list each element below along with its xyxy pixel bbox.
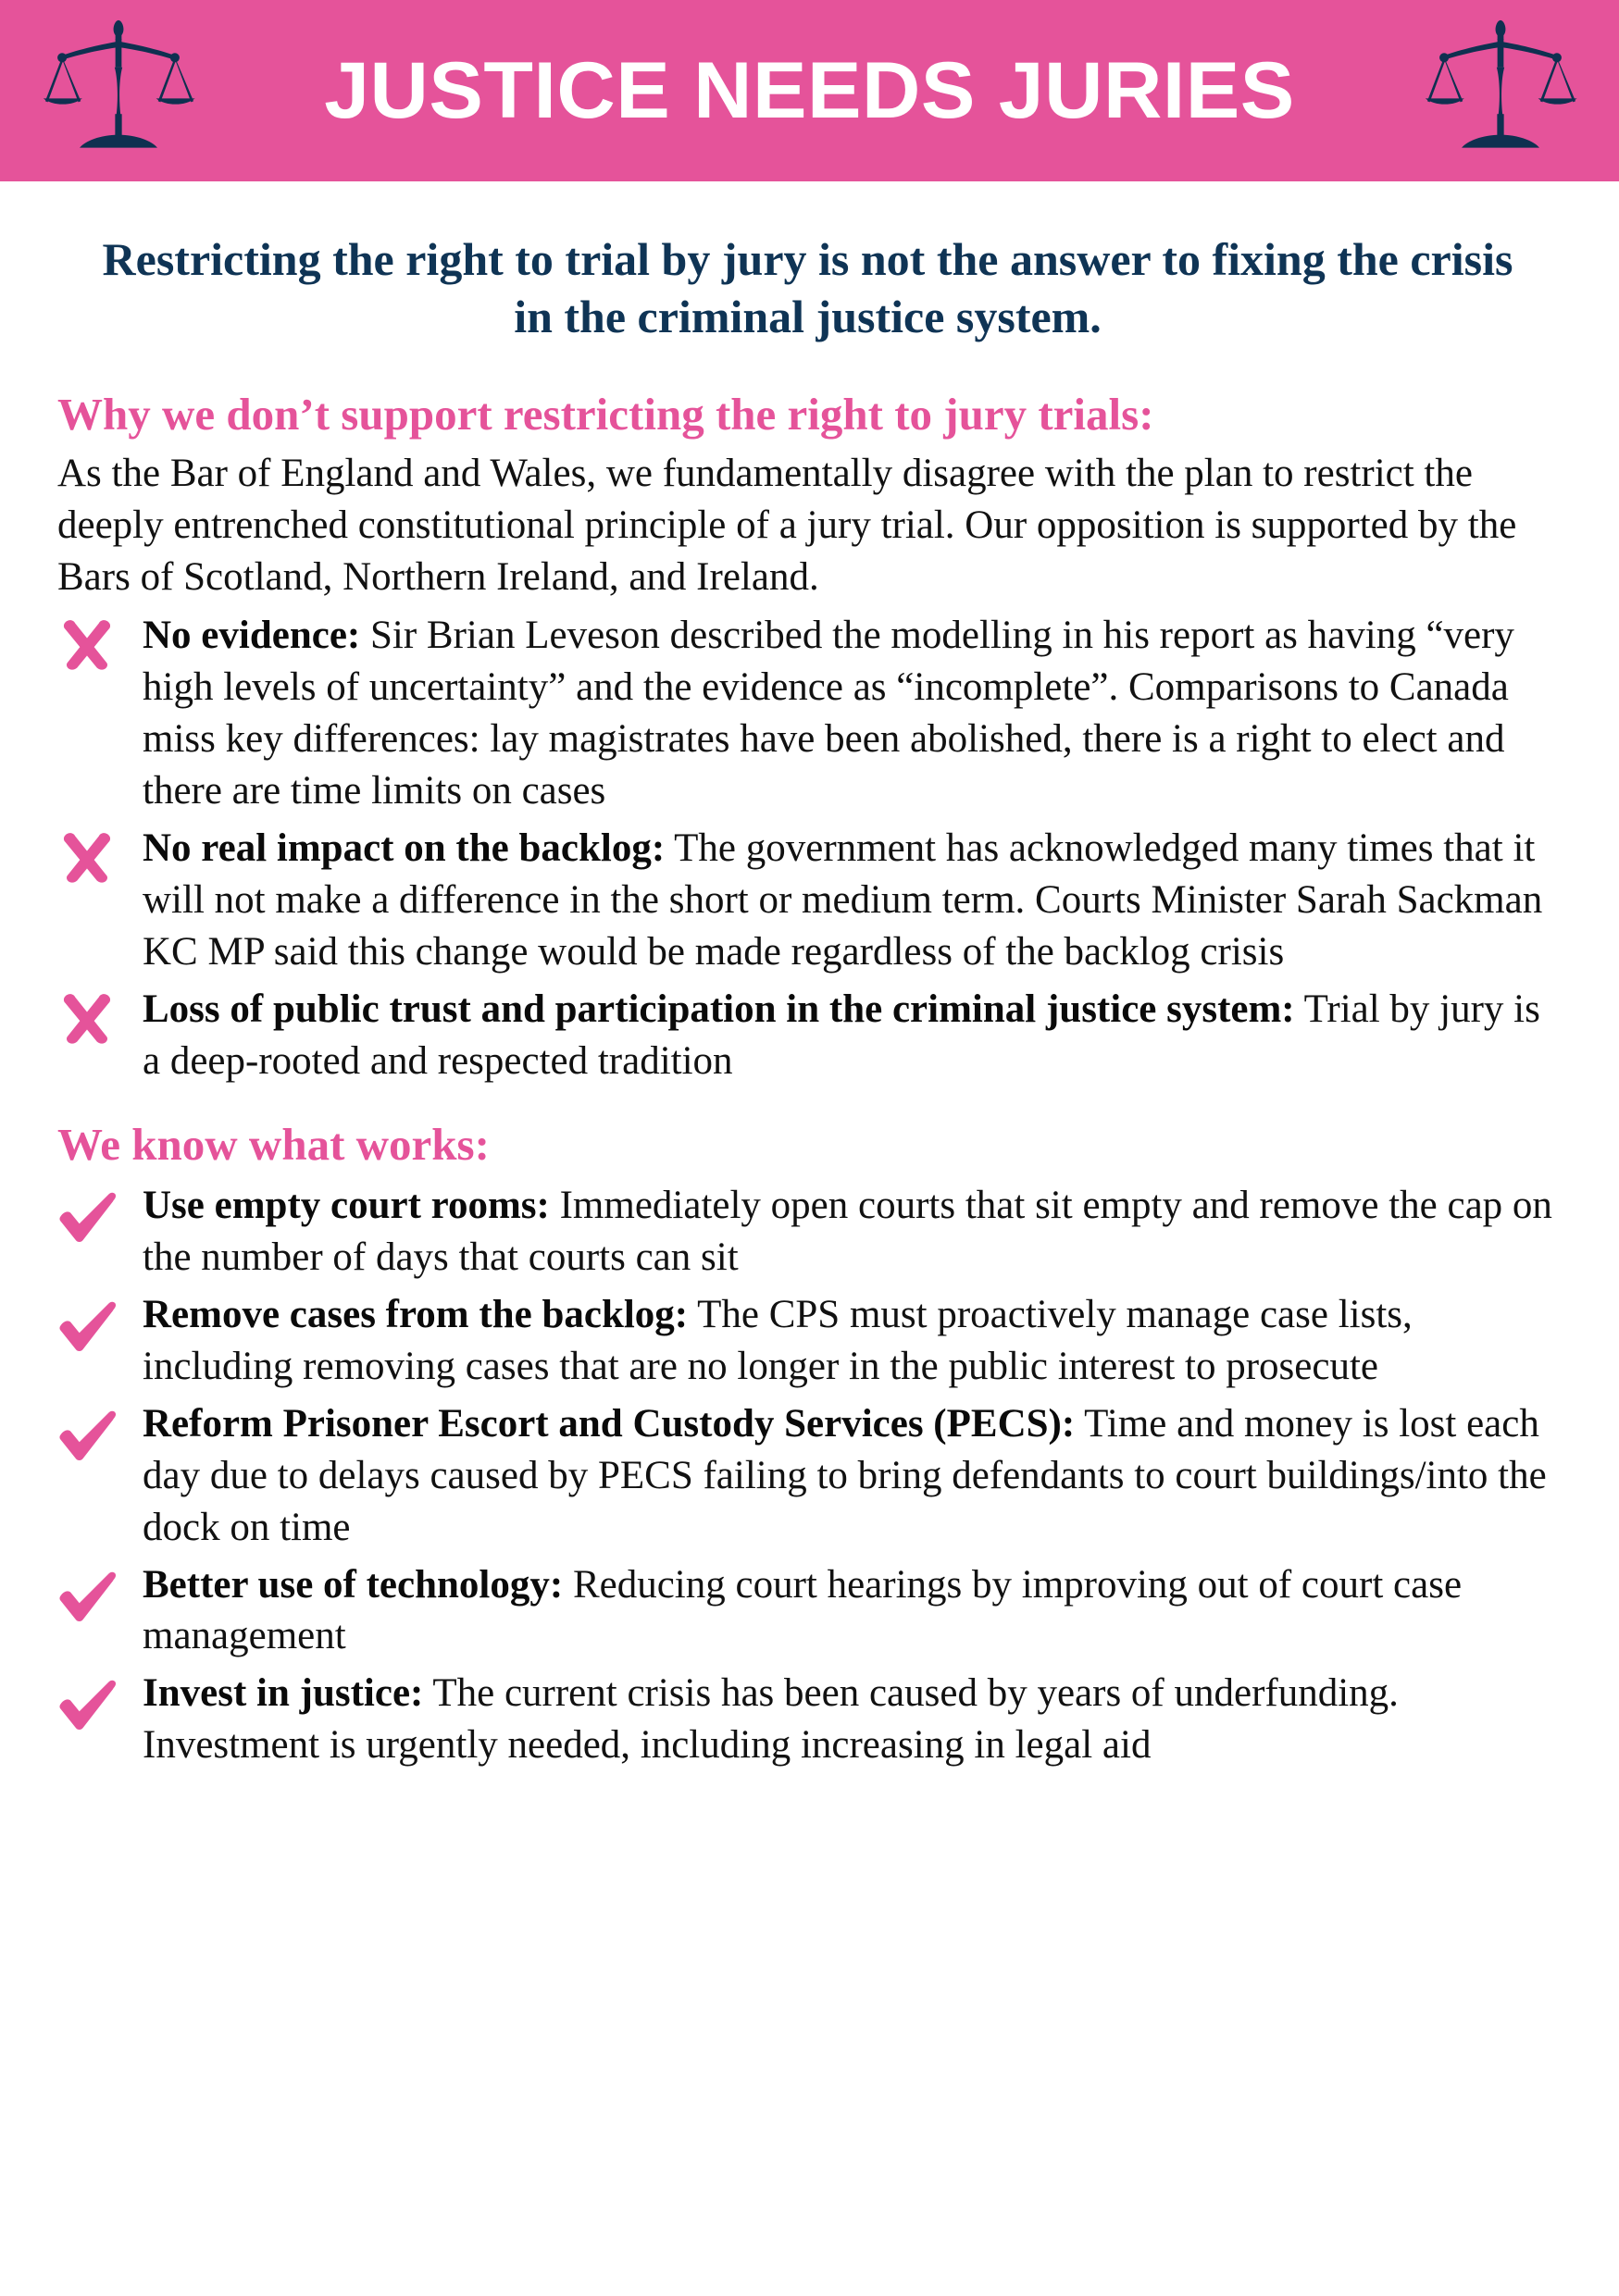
- section-heading-why-we-dont-support: Why we don’t support restricting the right to jury trials:: [57, 389, 1154, 440]
- banner-title: JUSTICE NEEDS JURIES: [324, 46, 1295, 135]
- list-item-text: [143, 1180, 1558, 1284]
- list-item-lead: Invest in justice:: [143, 1671, 424, 1716]
- list-item: [57, 1559, 1558, 1663]
- cross-bullet-list: [57, 610, 1558, 1086]
- check-icon: [57, 1559, 143, 1624]
- list-item-lead: No evidence:: [143, 614, 361, 658]
- check-icon: [57, 1180, 143, 1245]
- list-item-lead: Remove cases from the backlog:: [143, 1293, 689, 1337]
- list-item-text: [143, 984, 1558, 1087]
- list-item-lead: No real impact on the backlog:: [143, 826, 666, 871]
- list-item: [57, 1289, 1558, 1393]
- list-item: [57, 1398, 1558, 1554]
- list-item-lead: Use empty court rooms:: [143, 1184, 550, 1228]
- list-item-text: [143, 610, 1558, 817]
- cross-icon: [57, 610, 143, 675]
- list-item-text: [143, 1398, 1558, 1554]
- check-icon: [57, 1289, 143, 1354]
- cross-icon: [57, 984, 143, 1049]
- section-intro-paragraph: As the Bar of England and Wales, we fundamentally disagree with the plan to restrict the deeply entrenched constitutional principle of a jury trial. Our opposition is supported by the Bars of Scotland, Northern Ireland, and Ireland.: [57, 451, 1517, 599]
- check-bullet-list: [57, 1180, 1558, 1771]
- list-item-body: The current crisis has been caused by years of underfunding. Investment is urgently needed, including increasing in legal aid: [143, 1671, 1399, 1768]
- cross-icon: [57, 823, 143, 887]
- list-item-body: The CPS must proactively manage case lists, including removing cases that are no longer in the public interest to prosecute: [143, 1293, 1413, 1388]
- header-banner: [0, 0, 1619, 181]
- list-item: [57, 984, 1558, 1087]
- page-body: [0, 231, 1619, 1771]
- scales-of-justice-icon-right: [1421, 13, 1580, 168]
- list-item-text: [143, 1289, 1558, 1393]
- list-item-body: Immediately open courts that sit empty and remove the cap on the number of days that courts can sit: [143, 1184, 1552, 1280]
- list-item: [57, 1180, 1558, 1284]
- list-item: [57, 823, 1558, 978]
- check-icon: [57, 1668, 143, 1732]
- page-subtitle: Restricting the right to trial by jury is not the answer to fixing the crisis in the criminal justice system.: [102, 233, 1513, 342]
- list-item-text: [143, 823, 1558, 978]
- check-icon: [57, 1398, 143, 1463]
- list-item-text: [143, 1559, 1558, 1663]
- list-item-body: Sir Brian Leveson described the modelling in his report as having “very high levels of uncertainty” and the evidence as “incomplete”. Comparisons to Canada miss key differences: lay magistrates have been abolished, there is a right to elect and there are time limits on cases: [143, 614, 1514, 813]
- list-item: [57, 1668, 1558, 1771]
- list-item-text: [143, 1668, 1558, 1771]
- list-item-body: Reducing court hearings by improving out of court case management: [143, 1562, 1463, 1658]
- list-item-lead: Loss of public trust and participation in the criminal justice system:: [143, 987, 1295, 1031]
- scales-of-justice-icon-left: [39, 13, 198, 168]
- section-heading-we-know-what-works: We know what works:: [57, 1119, 490, 1171]
- list-item-body: Time and money is lost each day due to delays caused by PECS failing to bring defendants to court buildings/into the dock on time: [143, 1401, 1547, 1549]
- list-item-body: Trial by jury is a deep-rooted and respected tradition: [143, 987, 1540, 1083]
- list-item-lead: Better use of technology:: [143, 1562, 564, 1607]
- list-item-lead: Reform Prisoner Escort and Custody Services (PECS):: [143, 1401, 1076, 1446]
- list-item-body: The government has acknowledged many times that it will not make a difference in the short or medium term. Courts Minister Sarah Sackman KC MP said this change would be made regardless of the backlog crisis: [143, 826, 1543, 974]
- list-item: [57, 610, 1558, 817]
